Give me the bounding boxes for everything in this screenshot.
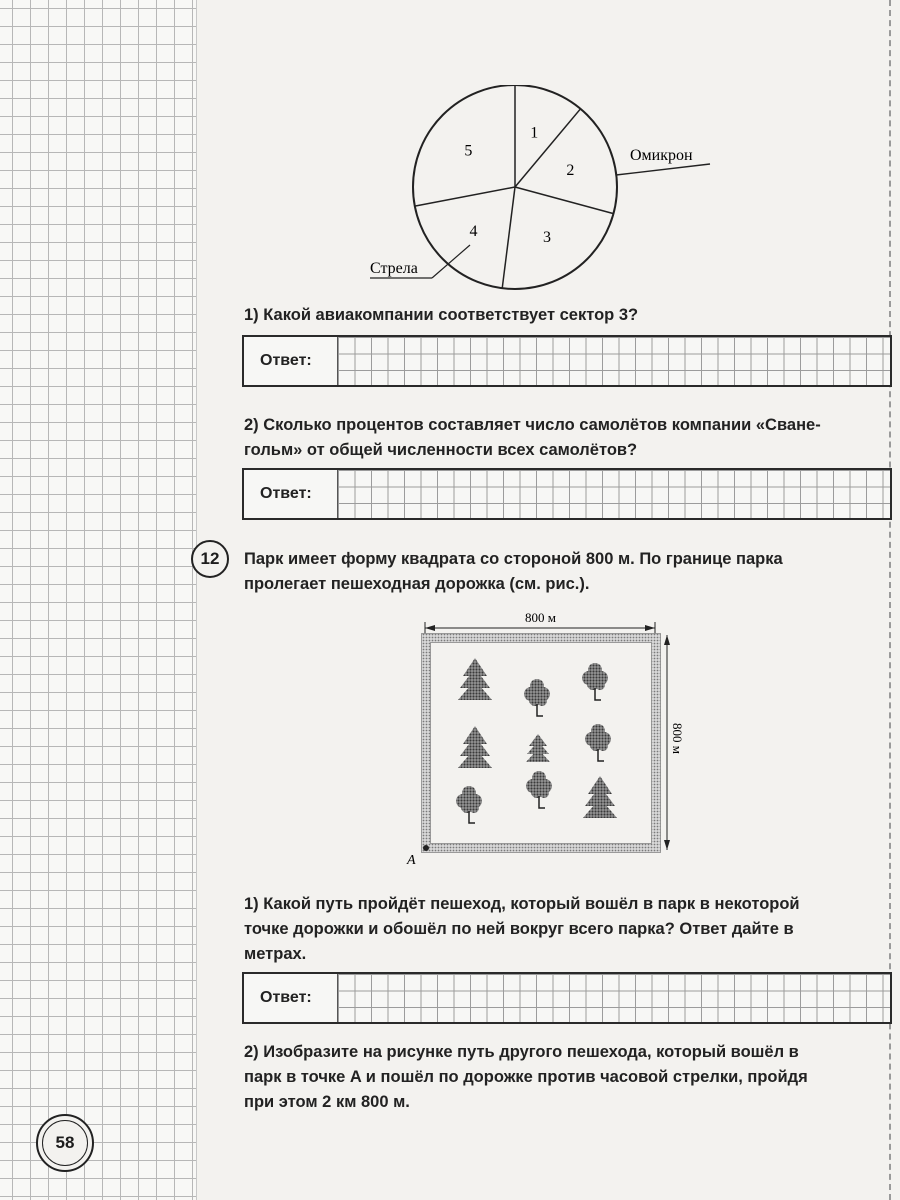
- task12-question2-line3: при этом 2 км 800 м.: [244, 1093, 410, 1111]
- grid-margin: [0, 0, 197, 1200]
- pie-sector-label: 2: [566, 162, 575, 180]
- point-a-marker: [423, 845, 429, 851]
- task11-question2-line1: 2) Сколько процентов составляет число самолётов компании «Сване-: [244, 416, 821, 434]
- task11-question1: 1) Какой авиакомпании соответствует сектор 3?: [244, 306, 639, 324]
- answer-box-3[interactable]: [242, 972, 892, 1024]
- answer-label: Ответ:: [260, 352, 312, 369]
- pie-sector-edge: [515, 187, 613, 214]
- task11-question2-line2: гольм» от общей численности всех самолётов?: [244, 441, 638, 459]
- task12-question2-line2: парк в точке A и пошёл по дорожке против часовой стрелки, пройдя: [244, 1068, 808, 1086]
- task12-question1-line2: точке дорожки и обошёл по ней вокруг всего парка? Ответ дайте в: [244, 920, 794, 938]
- point-a-label: A: [407, 853, 416, 868]
- answer-cells[interactable]: [337, 974, 890, 1022]
- pie-chart: [350, 85, 720, 290]
- task12-intro-line2: пролегает пешеходная дорожка (см. рис.).: [244, 575, 590, 593]
- pie-label-omicron: Омикрон: [630, 147, 693, 164]
- answer-box-1[interactable]: [242, 335, 892, 387]
- pie-sector-edge: [415, 187, 515, 206]
- pie-sector-label: 4: [469, 223, 478, 241]
- fir-tree-small: [526, 734, 550, 762]
- deciduous-tree: [456, 786, 482, 823]
- task12-question2-line1: 2) Изобразите на рисунке путь другого пешехода, который вошёл в: [244, 1043, 799, 1061]
- answer-box-2[interactable]: [242, 468, 892, 520]
- strela-pointer-diag: [432, 245, 470, 278]
- fir-tree: [458, 726, 492, 768]
- deciduous-tree: [585, 724, 611, 761]
- answer-label: Ответ:: [260, 485, 312, 502]
- pie-sector-label: 1: [530, 124, 539, 142]
- deciduous-tree: [524, 679, 550, 716]
- task12-question1-line1: 1) Какой путь пройдёт пешеход, который вошёл в парк в некоторой: [244, 895, 800, 913]
- pie-sector-label: 3: [542, 229, 551, 247]
- park-figure: [395, 600, 695, 875]
- park-width-label: 800 м: [525, 610, 556, 625]
- fir-tree: [583, 776, 617, 818]
- task12-question1-line3: метрах.: [244, 945, 307, 963]
- task12-intro-line1: Парк имеет форму квадрата со стороной 800 м. По границе парка: [244, 550, 783, 568]
- page-number: 58: [42, 1120, 88, 1166]
- omicron-pointer: [616, 164, 710, 175]
- pie-sector-label: 5: [464, 142, 473, 160]
- answer-label: Ответ:: [260, 989, 312, 1006]
- answer-cells[interactable]: [337, 337, 890, 385]
- deciduous-tree: [526, 771, 552, 808]
- pie-label-strela: Стрела: [370, 260, 418, 277]
- task-number-badge: 12: [191, 540, 229, 578]
- page-number-badge: [36, 1114, 94, 1172]
- fir-tree: [458, 658, 492, 700]
- pie-sector-edge: [502, 187, 515, 288]
- deciduous-tree: [582, 663, 608, 700]
- answer-cells[interactable]: [337, 470, 890, 518]
- park-height-label: 800 м: [670, 723, 685, 754]
